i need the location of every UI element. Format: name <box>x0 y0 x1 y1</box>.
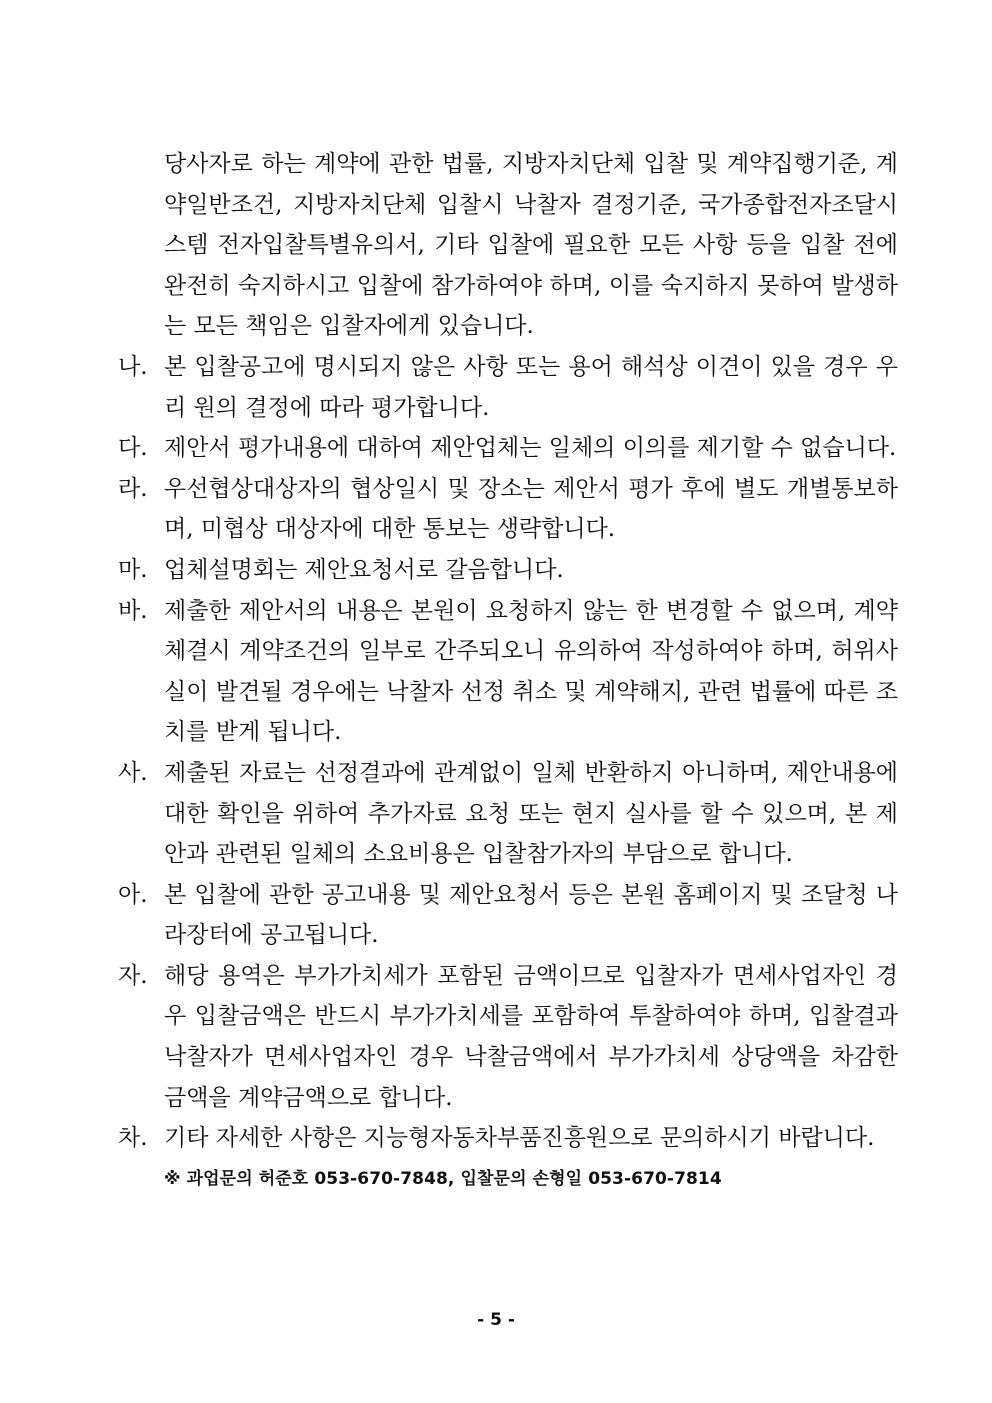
contact-note <box>118 1159 898 1199</box>
reference-mark: ※ <box>164 1168 181 1189</box>
continued-paragraph: 당사자로 하는 계약에 관한 법률, 지방자치단체 입찰 및 계약집행기준, 계약일반조건, 지방자치단체 입찰시 낙찰자 결정기준, 국가종합전자조달시스템 전자입찰특별유의서, 기타 입찰에 필요한 모든 사항 등을 입찰 전에 완전히 숙지하시고 입찰에 참가하여야 하며, 이를 숙지하지 못하여 발생하는 모든 책임은 입찰자에게 있습니다. <box>164 151 898 340</box>
list-item-da <box>118 428 898 469</box>
list-item-marker: 아. <box>118 881 148 908</box>
list-item-text: 해당 용역은 부가가치세가 포함된 금액이므로 입찰자가 면세사업자인 경우 입찰금액은 반드시 부가가치세를 포함하여 투찰하여야 하며, 입찰결과 낙찰자가 면세사업자인 경우 낙찰금액에서 부가가치세 상당액을 차감한 금액을 계약금액으로 합니다. <box>164 962 898 1111</box>
list-item-ma <box>118 550 898 591</box>
list-item-ba <box>118 591 898 753</box>
list-item-marker: 사. <box>118 759 148 786</box>
list-item-ra <box>118 469 898 550</box>
contact-note-text: 과업문의 허준호 053-670-7848, 입찰문의 손형일 053-670-7814 <box>186 1168 722 1189</box>
list-item-text: 제출한 제안서의 내용은 본원이 요청하지 않는 한 변경할 수 없으며, 계약 체결시 계약조건의 일부로 간주되오니 유의하여 작성하여야 하며, 허위사실이 발견될 경우에는 낙찰자 선정 취소 및 계약해지, 관련 법률에 따른 조치를 받게 됩니다. <box>164 597 898 746</box>
list-item-marker: 라. <box>118 475 148 502</box>
list-item-marker: 다. <box>118 435 148 462</box>
list-item-marker: 자. <box>118 962 148 989</box>
document-body <box>118 144 898 1199</box>
list-item-text: 업체설명회는 제안요청서로 갈음합니다. <box>164 556 564 583</box>
list-item-cha <box>118 1118 898 1159</box>
list-item-marker: 나. <box>118 353 148 380</box>
list-item-marker: 마. <box>118 556 148 583</box>
list-item-text: 본 입찰에 관한 공고내용 및 제안요청서 등은 본원 홈페이지 및 조달청 나라장터에 공고됩니다. <box>164 881 898 949</box>
list-item-marker: 차. <box>118 1125 148 1152</box>
list-item-text: 제출된 자료는 선정결과에 관계없이 일체 반환하지 아니하며, 제안내용에 대한 확인을 위하여 추가자료 요청 또는 현지 실사를 할 수 있으며, 본 제안과 관련된 일체의 소요비용은 입찰참가자의 부담으로 합니다. <box>164 759 898 868</box>
list-item-text: 우선협상대상자의 협상일시 및 장소는 제안서 평가 후에 별도 개별통보하며, 미협상 대상자에 대한 통보는 생략합니다. <box>164 475 898 543</box>
list-item-text: 제안서 평가내용에 대하여 제안업체는 일체의 이의를 제기할 수 없습니다. <box>164 435 897 462</box>
list-item-ja <box>118 956 898 1118</box>
list-item-a <box>118 875 898 956</box>
list-item-sa <box>118 753 898 875</box>
list-item-marker: 바. <box>118 597 148 624</box>
list-item-text: 본 입찰공고에 명시되지 않은 사항 또는 용어 해석상 이견이 있을 경우 우리 원의 결정에 따라 평가합니다. <box>164 353 898 421</box>
list-item-text: 기타 자세한 사항은 지능형자동차부품진흥원으로 문의하시기 바랍니다. <box>164 1125 875 1152</box>
page-number: - 5 - <box>477 1310 515 1330</box>
list-item-na <box>118 347 898 428</box>
